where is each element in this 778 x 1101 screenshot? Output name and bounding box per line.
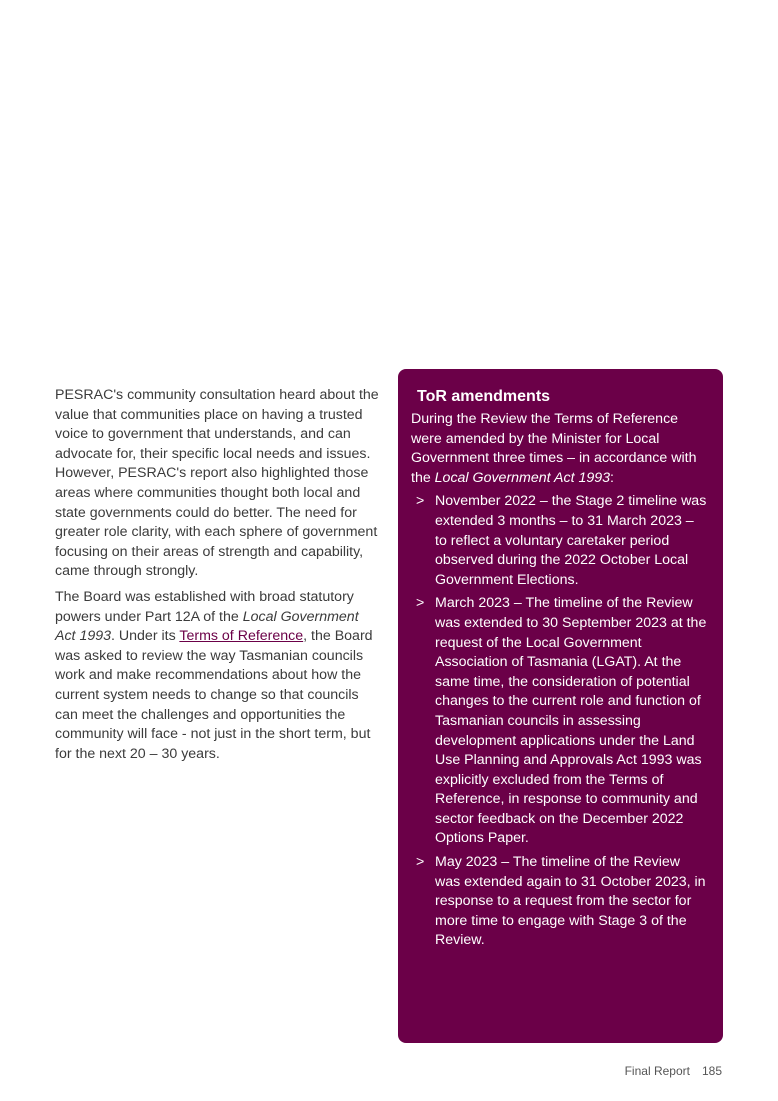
chevron-bullet-icon: > bbox=[416, 493, 425, 510]
list-item-text: November 2022 – the Stage 2 timeline was extended 3 months – to 31 March 2023 – to reflect a voluntary caretaker period observed during the 2022 October Local Government Elections. bbox=[435, 493, 707, 588]
paragraph-pesrac: PESRAC's community consultation heard about the value that communities place on having a trusted voice to government that understands, and can advocate for, their specific local needs and issues. However, PESRAC's report also highlighted those areas where communities thought both local and state governments could do better. The need for greater role clarity, with each sphere of government focusing on their areas of strength and capability, came through strongly. bbox=[55, 387, 379, 580]
paragraph-board-text-b: . Under its bbox=[111, 628, 180, 645]
panel-intro-text-a: During the Review the Terms of Reference were amended by the Minister for Local Government three times – in accordance with the bbox=[411, 411, 697, 486]
list-item-text: May 2023 – The timeline of the Review was extended again to 31 October 2023, in response to a request from the sector for more time to engage with Stage 3 of the Review. bbox=[435, 854, 706, 949]
chevron-bullet-icon: > bbox=[416, 854, 425, 871]
list-item-text: March 2023 – The timeline of the Review was extended to 30 September 2023 at the request of the Local Government Association of Tasmania (LGAT). At the same time, the consideration of potential changes to the current role and function of Tasmanian councils in assessing development applications under the Land Use Planning and Approvals Act 1993 was explicitly excluded from the Terms of Reference, in response to community and sector feedback on the December 2022 Options Paper. bbox=[435, 595, 707, 847]
panel-act-citation: Local Government Act 1993 bbox=[434, 469, 611, 486]
footer-label: Final Report bbox=[624, 1064, 690, 1078]
tor-amendments-panel bbox=[398, 369, 723, 1043]
page-footer bbox=[625, 1064, 722, 1078]
terms-of-reference-link[interactable]: Terms of Reference bbox=[179, 628, 304, 645]
body-text-column bbox=[55, 386, 381, 770]
list-item bbox=[411, 492, 709, 590]
list-item bbox=[411, 853, 709, 951]
act-citation: Local Government Act 1993 bbox=[55, 608, 359, 645]
paragraph-board-text-a: The Board was established with broad statutory powers under Part 12A of the bbox=[55, 588, 354, 625]
page-number: 185 bbox=[701, 1064, 722, 1078]
panel-intro-text-b: : bbox=[610, 469, 614, 486]
paragraph-board-text-c: , the Board was asked to review the way Tasmanian councils work and make recommendations about how the current system needs to change so that councils can meet the challenges and opportunities the community will face - not just in the short term, but for the next 20 – 30 years. bbox=[55, 628, 373, 762]
panel-intro bbox=[411, 410, 709, 488]
panel-title: ToR amendments bbox=[417, 388, 551, 405]
amendment-list bbox=[411, 492, 709, 951]
chevron-bullet-icon: > bbox=[416, 595, 425, 612]
paragraph-board bbox=[55, 588, 381, 764]
list-item bbox=[411, 594, 709, 849]
